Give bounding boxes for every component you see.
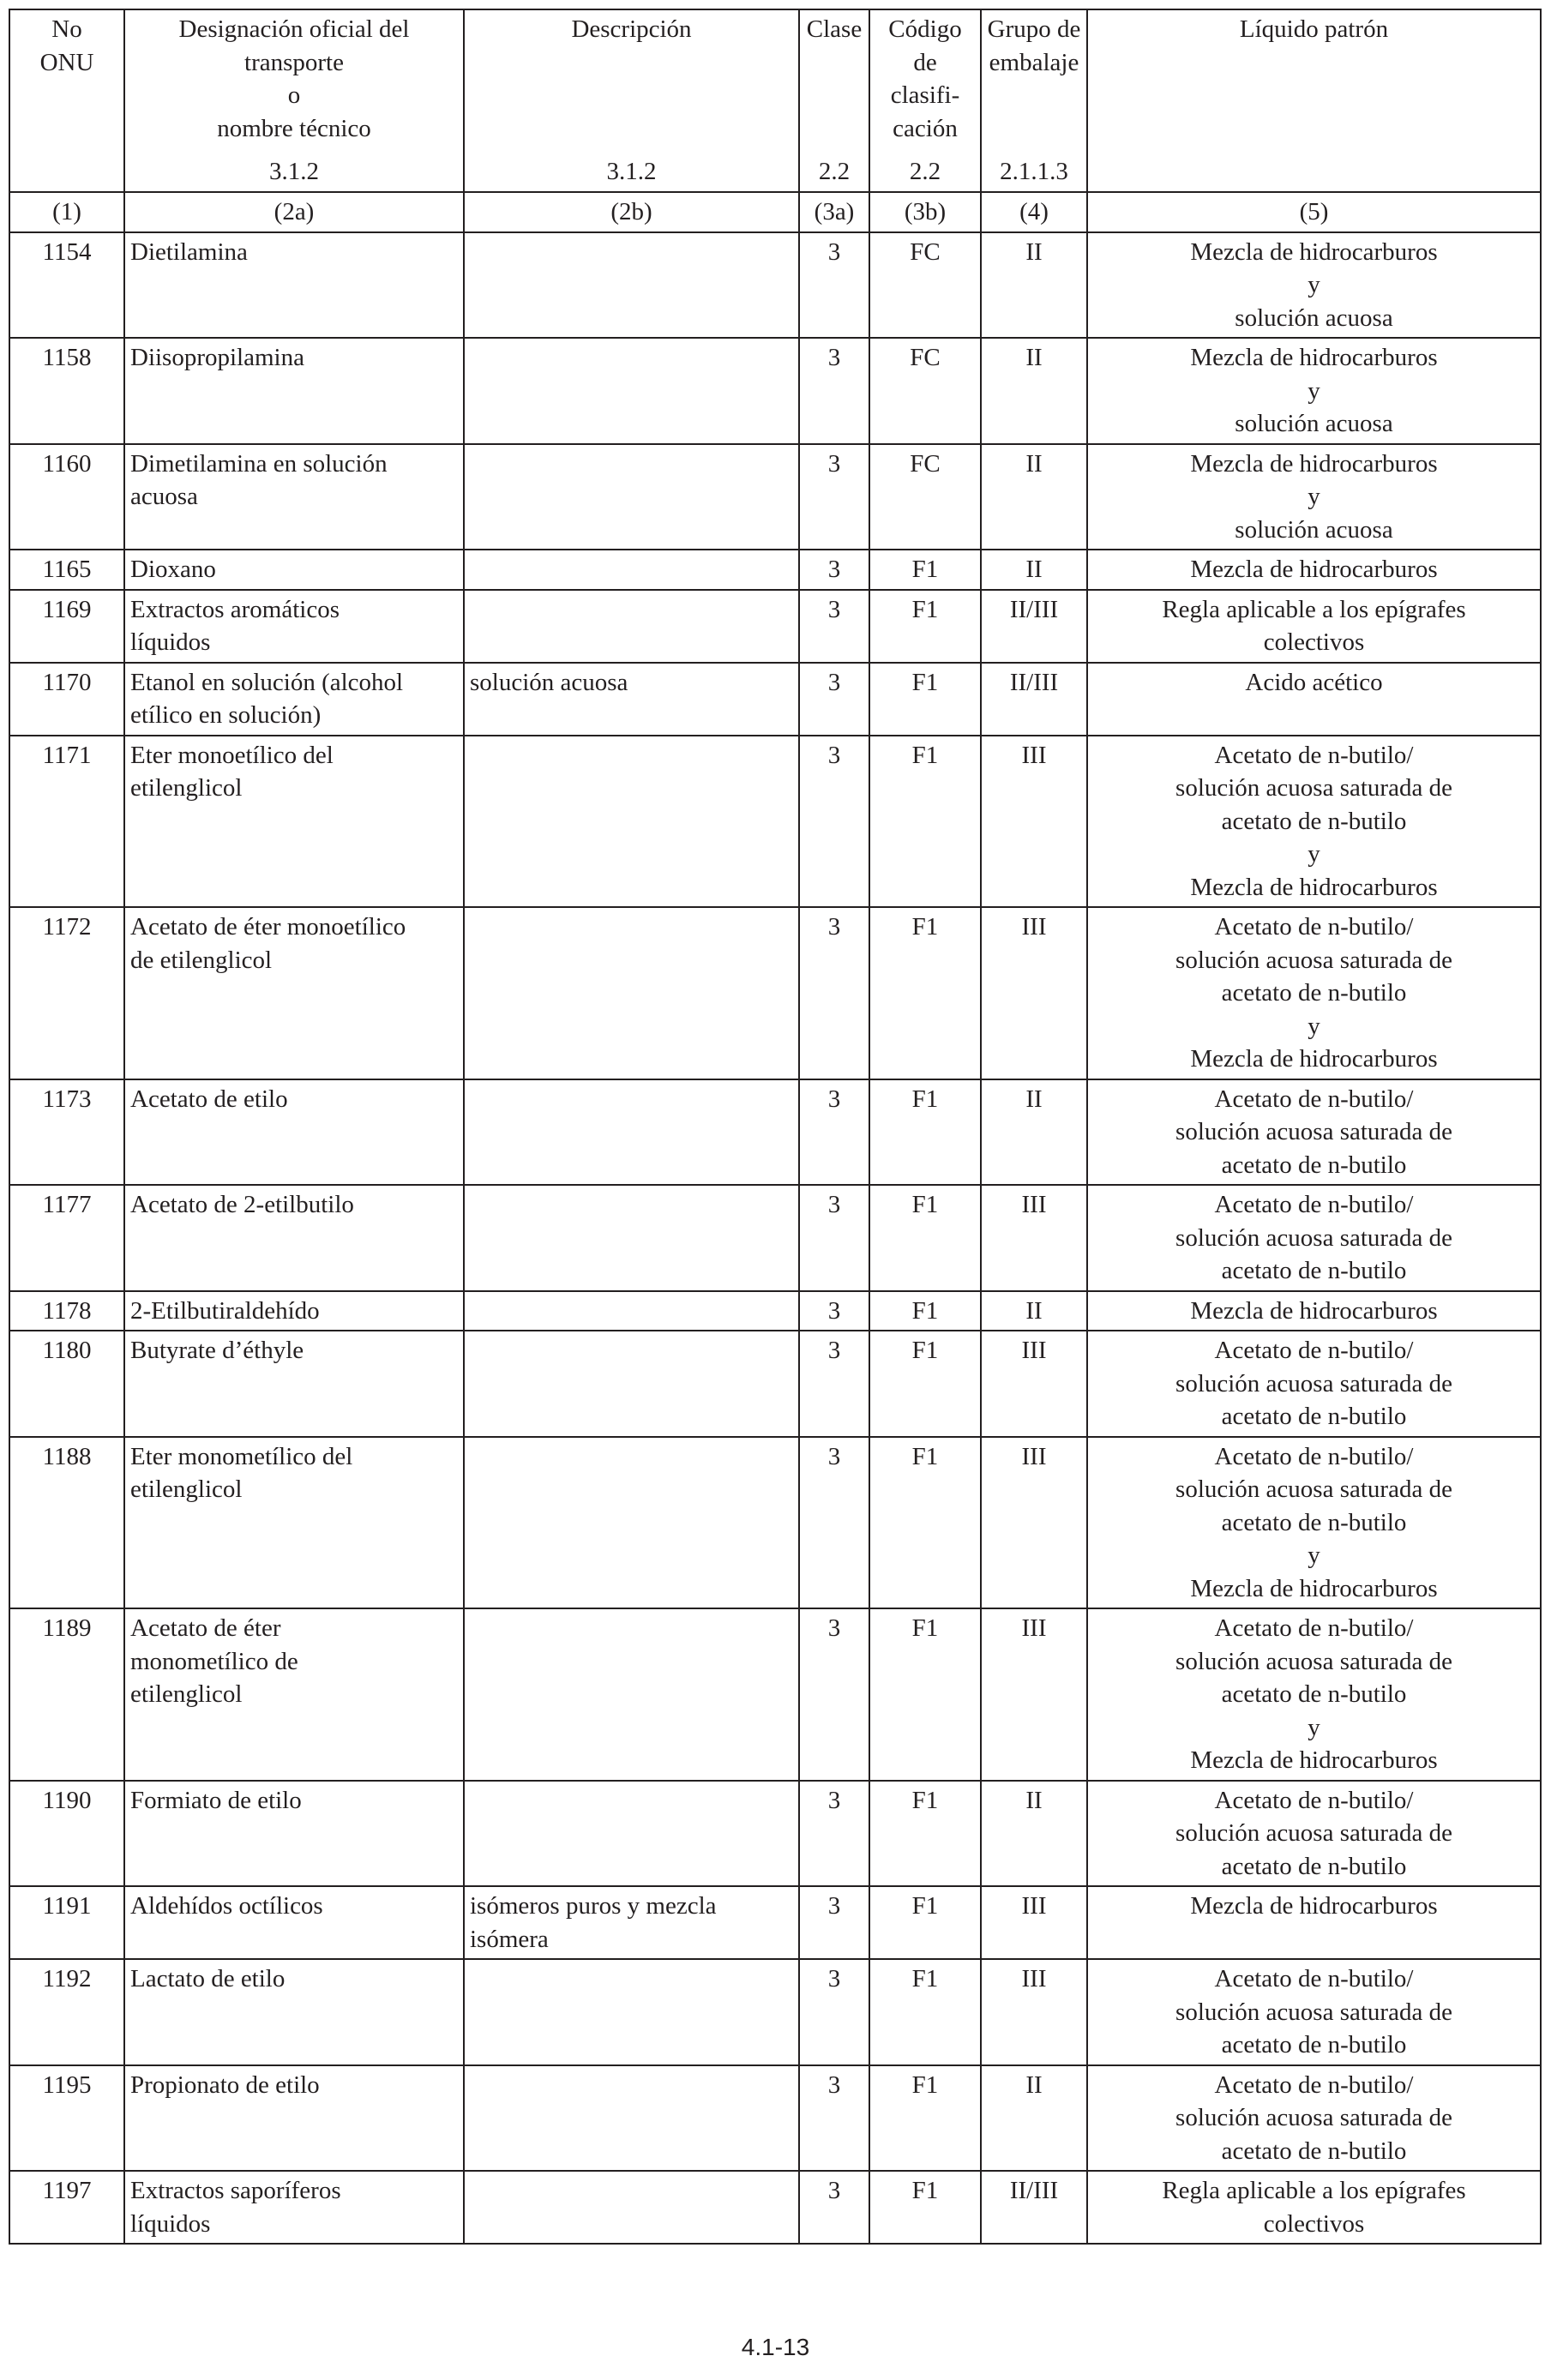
classification-code-cell: F1 bbox=[869, 1185, 981, 1291]
cell-line: solución acuosa bbox=[1235, 515, 1393, 544]
packing-group-cell: III bbox=[981, 1886, 1087, 1959]
designation-cell bbox=[124, 232, 464, 339]
un-number-cell: 1172 bbox=[9, 907, 124, 1079]
column-header-title bbox=[805, 13, 863, 46]
table-row bbox=[9, 736, 1541, 908]
description-cell bbox=[464, 590, 799, 663]
class-cell: 3 bbox=[799, 590, 869, 663]
packing-group-cell: III bbox=[981, 1331, 1087, 1437]
packing-group-cell: III bbox=[981, 1185, 1087, 1291]
column-header-title bbox=[470, 13, 793, 46]
cell-line: Mezcla de hidrocarburos bbox=[1190, 1045, 1438, 1073]
description-cell bbox=[464, 736, 799, 908]
cell-line: solución acuosa saturada de bbox=[1175, 1998, 1452, 2026]
header-number-row bbox=[9, 192, 1541, 232]
description-cell bbox=[464, 444, 799, 550]
cell-line: Acetato de n-butilo/ bbox=[1214, 1337, 1414, 1364]
standard-liquid-cell bbox=[1087, 1781, 1541, 1887]
cell-line: solución acuosa saturada de bbox=[1175, 774, 1452, 802]
cell-line: Butyrate d’éthyle bbox=[130, 1337, 304, 1364]
standard-liquid-cell bbox=[1087, 550, 1541, 590]
class-cell: 3 bbox=[799, 1781, 869, 1887]
cell-line: acetato de n-butilo bbox=[1221, 1151, 1407, 1179]
column-header bbox=[1087, 9, 1541, 192]
cell-line: Acetato de n-butilo/ bbox=[1214, 1786, 1414, 1814]
column-header-reference: 2.2 bbox=[818, 157, 851, 185]
classification-code-cell: F1 bbox=[869, 2171, 981, 2244]
cell-line: Eter monoetílico del bbox=[130, 741, 334, 769]
cell-line: Dimetilamina en solución bbox=[130, 449, 388, 478]
description-cell bbox=[464, 907, 799, 1079]
cell-line: Acetato de n-butilo/ bbox=[1214, 1442, 1414, 1470]
cell-line: Formiato de etilo bbox=[130, 1786, 302, 1814]
cell-line: líquidos bbox=[130, 2209, 211, 2238]
table-row bbox=[9, 232, 1541, 339]
class-cell: 3 bbox=[799, 1185, 869, 1291]
cell-line: Aldehídos octílicos bbox=[130, 1892, 323, 1920]
class-cell: 3 bbox=[799, 663, 869, 736]
standard-liquid-cell bbox=[1087, 338, 1541, 444]
table-row bbox=[9, 1886, 1541, 1959]
classification-code-cell: F1 bbox=[869, 1886, 981, 1959]
table-row bbox=[9, 2065, 1541, 2172]
standard-liquid-cell bbox=[1087, 1331, 1541, 1437]
column-header-line: Descripción bbox=[571, 15, 692, 43]
header-title-row bbox=[9, 9, 1541, 192]
packing-group-cell: III bbox=[981, 907, 1087, 1079]
class-cell: 3 bbox=[799, 1079, 869, 1186]
designation-cell bbox=[124, 1959, 464, 2065]
table-row bbox=[9, 1079, 1541, 1186]
designation-cell bbox=[124, 1781, 464, 1887]
cell-line: y bbox=[1308, 376, 1320, 405]
packing-group-cell: III bbox=[981, 1959, 1087, 2065]
column-header-line: Código bbox=[888, 15, 962, 43]
un-number-cell: 1165 bbox=[9, 550, 124, 590]
standard-liquid-cell bbox=[1087, 663, 1541, 736]
standard-liquid-cell bbox=[1087, 1959, 1541, 2065]
classification-code-cell: FC bbox=[869, 444, 981, 550]
cell-line: Acetato de etilo bbox=[130, 1085, 288, 1113]
column-header-reference: 2.1.1.3 bbox=[1000, 157, 1068, 185]
cell-line: Mezcla de hidrocarburos bbox=[1190, 1746, 1438, 1774]
column-header-line: clasifi- bbox=[890, 81, 960, 109]
designation-cell bbox=[124, 2065, 464, 2172]
packing-group-cell: III bbox=[981, 736, 1087, 908]
cell-line: Eter monometílico del bbox=[130, 1442, 353, 1470]
cell-line: Regla aplicable a los epígrafes bbox=[1162, 595, 1466, 623]
cell-line: solución acuosa saturada de bbox=[1175, 1223, 1452, 1252]
cell-line: solución acuosa bbox=[1235, 410, 1393, 437]
class-cell: 3 bbox=[799, 444, 869, 550]
cell-line: acetato de n-butilo bbox=[1221, 2137, 1407, 2165]
cell-line: 2-Etilbutiraldehído bbox=[130, 1296, 320, 1325]
cell-line: solución acuosa bbox=[470, 668, 628, 696]
cell-line: Regla aplicable a los epígrafes bbox=[1162, 2177, 1466, 2204]
column-header-line: embalaje bbox=[989, 48, 1079, 76]
cell-line: y bbox=[1308, 483, 1320, 510]
cell-line: Acetato de n-butilo/ bbox=[1214, 1191, 1414, 1218]
column-header-line: No bbox=[51, 15, 82, 43]
column-header-title bbox=[987, 13, 1081, 79]
packing-group-cell: III bbox=[981, 1437, 1087, 1609]
un-number-cell: 1158 bbox=[9, 338, 124, 444]
designation-cell bbox=[124, 1331, 464, 1437]
designation-cell bbox=[124, 2171, 464, 2244]
column-header-line: Clase bbox=[806, 15, 863, 43]
cell-line: de etilenglicol bbox=[130, 946, 273, 974]
column-header bbox=[981, 9, 1087, 192]
column-header-line: Grupo de bbox=[987, 15, 1081, 43]
standard-liquid-cell bbox=[1087, 736, 1541, 908]
un-number-cell: 1178 bbox=[9, 1291, 124, 1331]
cell-line: solución acuosa saturada de bbox=[1175, 946, 1452, 974]
cell-line: acetato de n-butilo bbox=[1221, 2031, 1407, 2058]
substances-table bbox=[9, 9, 1542, 2245]
column-header-line: Líquido patrón bbox=[1239, 15, 1389, 43]
column-header bbox=[799, 9, 869, 192]
designation-cell bbox=[124, 1886, 464, 1959]
un-number-cell: 1189 bbox=[9, 1608, 124, 1781]
un-number-cell: 1190 bbox=[9, 1781, 124, 1887]
packing-group-cell: II/III bbox=[981, 663, 1087, 736]
description-cell bbox=[464, 1781, 799, 1887]
description-cell bbox=[464, 550, 799, 590]
designation-cell bbox=[124, 1079, 464, 1186]
column-header-reference: 3.1.2 bbox=[606, 157, 657, 185]
class-cell: 3 bbox=[799, 550, 869, 590]
table-row bbox=[9, 907, 1541, 1079]
cell-line: acetato de n-butilo bbox=[1221, 1403, 1407, 1430]
packing-group-cell: II bbox=[981, 338, 1087, 444]
cell-line: acuosa bbox=[130, 483, 198, 510]
cell-line: y bbox=[1308, 1542, 1320, 1569]
table-row bbox=[9, 1608, 1541, 1781]
column-header-line: ONU bbox=[39, 48, 94, 76]
column-header bbox=[869, 9, 981, 192]
classification-code-cell: F1 bbox=[869, 550, 981, 590]
cell-line: Acetato de éter monoetílico bbox=[130, 913, 406, 941]
un-number-cell: 1188 bbox=[9, 1437, 124, 1609]
cell-line: solución acuosa saturada de bbox=[1175, 2104, 1452, 2131]
packing-group-cell: II bbox=[981, 232, 1087, 339]
standard-liquid-cell bbox=[1087, 1886, 1541, 1959]
standard-liquid-cell bbox=[1087, 907, 1541, 1079]
classification-code-cell: F1 bbox=[869, 1781, 981, 1887]
cell-line: Mezcla de hidrocarburos bbox=[1190, 237, 1438, 266]
cell-line: acetato de n-butilo bbox=[1221, 1508, 1407, 1536]
table-row bbox=[9, 550, 1541, 590]
cell-line: acetato de n-butilo bbox=[1221, 1680, 1407, 1708]
column-number: (1) bbox=[9, 192, 124, 232]
table-row bbox=[9, 444, 1541, 550]
cell-line: Acetato de n-butilo/ bbox=[1214, 1614, 1414, 1642]
class-cell: 3 bbox=[799, 1437, 869, 1609]
column-header-title bbox=[15, 13, 118, 79]
column-header bbox=[9, 9, 124, 192]
column-header-line: Designación oficial del bbox=[178, 15, 410, 43]
cell-line: Acetato de 2-etilbutilo bbox=[130, 1191, 354, 1218]
designation-cell bbox=[124, 1608, 464, 1781]
page-number: 4.1-13 bbox=[741, 2334, 810, 2360]
classification-code-cell: F1 bbox=[869, 590, 981, 663]
packing-group-cell: II bbox=[981, 444, 1087, 550]
cell-line: acetato de n-butilo bbox=[1221, 979, 1407, 1007]
class-cell: 3 bbox=[799, 1291, 869, 1331]
un-number-cell: 1177 bbox=[9, 1185, 124, 1291]
cell-line: colectivos bbox=[1263, 628, 1365, 656]
cell-line: Dietilamina bbox=[130, 237, 248, 266]
cell-line: isómeros puros y mezcla bbox=[470, 1892, 717, 1920]
packing-group-cell: III bbox=[981, 1608, 1087, 1781]
un-number-cell: 1154 bbox=[9, 232, 124, 339]
un-number-cell: 1180 bbox=[9, 1331, 124, 1437]
packing-group-cell: II bbox=[981, 550, 1087, 590]
classification-code-cell: F1 bbox=[869, 1291, 981, 1331]
cell-line: colectivos bbox=[1263, 2209, 1365, 2238]
cell-line: Acetato de éter bbox=[130, 1614, 281, 1642]
designation-cell bbox=[124, 1437, 464, 1609]
cell-line: acetato de n-butilo bbox=[1221, 807, 1407, 835]
column-number: (3b) bbox=[869, 192, 981, 232]
cell-line: acetato de n-butilo bbox=[1221, 1852, 1407, 1880]
cell-line: solución acuosa bbox=[1235, 304, 1393, 332]
standard-liquid-cell bbox=[1087, 1291, 1541, 1331]
column-header-line: de bbox=[913, 48, 937, 76]
standard-liquid-cell bbox=[1087, 1079, 1541, 1186]
cell-line: Mezcla de hidrocarburos bbox=[1190, 1296, 1438, 1325]
table-row bbox=[9, 1781, 1541, 1887]
description-cell bbox=[464, 2171, 799, 2244]
description-cell bbox=[464, 1437, 799, 1609]
column-number: (5) bbox=[1087, 192, 1541, 232]
table-body bbox=[9, 232, 1541, 2245]
cell-line: etilenglicol bbox=[130, 1680, 243, 1708]
description-cell bbox=[464, 663, 799, 736]
class-cell: 3 bbox=[799, 338, 869, 444]
class-cell: 3 bbox=[799, 1608, 869, 1781]
cell-line: Acetato de n-butilo/ bbox=[1214, 1965, 1414, 1992]
cell-line: Lactato de etilo bbox=[130, 1965, 286, 1992]
cell-line: Propionato de etilo bbox=[130, 2070, 320, 2099]
standard-liquid-cell bbox=[1087, 444, 1541, 550]
class-cell: 3 bbox=[799, 1331, 869, 1437]
description-cell bbox=[464, 1079, 799, 1186]
standard-liquid-cell bbox=[1087, 590, 1541, 663]
column-header-line: nombre técnico bbox=[217, 114, 371, 142]
cell-line: Mezcla de hidrocarburos bbox=[1190, 449, 1438, 478]
un-number-cell: 1169 bbox=[9, 590, 124, 663]
designation-cell bbox=[124, 1185, 464, 1291]
cell-line: y bbox=[1308, 840, 1320, 868]
cell-line: Mezcla de hidrocarburos bbox=[1190, 344, 1438, 371]
classification-code-cell: F1 bbox=[869, 1437, 981, 1609]
table-row bbox=[9, 663, 1541, 736]
table-row bbox=[9, 590, 1541, 663]
un-number-cell: 1160 bbox=[9, 444, 124, 550]
cell-line: Mezcla de hidrocarburos bbox=[1190, 1892, 1438, 1920]
cell-line: solución acuosa saturada de bbox=[1175, 1118, 1452, 1145]
column-header-line: transporte bbox=[244, 48, 344, 76]
class-cell: 3 bbox=[799, 736, 869, 908]
table-row bbox=[9, 1959, 1541, 2065]
column-header-title bbox=[130, 13, 458, 145]
designation-cell bbox=[124, 736, 464, 908]
table-row bbox=[9, 338, 1541, 444]
cell-line: solución acuosa saturada de bbox=[1175, 1647, 1452, 1675]
class-cell: 3 bbox=[799, 1886, 869, 1959]
designation-cell bbox=[124, 663, 464, 736]
cell-line: Dioxano bbox=[130, 556, 216, 583]
cell-line: Mezcla de hidrocarburos bbox=[1190, 556, 1438, 583]
table-row bbox=[9, 1185, 1541, 1291]
classification-code-cell: FC bbox=[869, 232, 981, 339]
classification-code-cell: F1 bbox=[869, 1079, 981, 1186]
standard-liquid-cell bbox=[1087, 1608, 1541, 1781]
description-cell bbox=[464, 1291, 799, 1331]
column-number: (4) bbox=[981, 192, 1087, 232]
cell-line: Extractos aromáticos bbox=[130, 595, 340, 623]
standard-liquid-cell bbox=[1087, 2171, 1541, 2244]
classification-code-cell: F1 bbox=[869, 907, 981, 1079]
cell-line: Acetato de n-butilo/ bbox=[1214, 913, 1414, 941]
classification-code-cell: F1 bbox=[869, 663, 981, 736]
table-row bbox=[9, 1331, 1541, 1437]
packing-group-cell: II/III bbox=[981, 590, 1087, 663]
designation-cell bbox=[124, 1291, 464, 1331]
designation-cell bbox=[124, 590, 464, 663]
column-header-title bbox=[875, 13, 975, 145]
column-number: (2a) bbox=[124, 192, 464, 232]
column-header-title bbox=[1093, 13, 1535, 46]
standard-liquid-cell bbox=[1087, 1437, 1541, 1609]
column-number: (3a) bbox=[799, 192, 869, 232]
column-header-reference: 3.1.2 bbox=[269, 157, 319, 185]
designation-cell bbox=[124, 550, 464, 590]
class-cell: 3 bbox=[799, 1959, 869, 2065]
cell-line: etílico en solución) bbox=[130, 701, 322, 729]
un-number-cell: 1192 bbox=[9, 1959, 124, 2065]
description-cell bbox=[464, 1886, 799, 1959]
description-cell bbox=[464, 1959, 799, 2065]
class-cell: 3 bbox=[799, 907, 869, 1079]
cell-line: solución acuosa saturada de bbox=[1175, 1369, 1452, 1397]
column-number: (2b) bbox=[464, 192, 799, 232]
cell-line: acetato de n-butilo bbox=[1221, 1257, 1407, 1284]
classification-code-cell: F1 bbox=[869, 736, 981, 908]
column-header-line: o bbox=[287, 81, 301, 109]
table-row bbox=[9, 2171, 1541, 2244]
table-row bbox=[9, 1291, 1541, 1331]
packing-group-cell: II bbox=[981, 1781, 1087, 1887]
column-header bbox=[464, 9, 799, 192]
description-cell bbox=[464, 2065, 799, 2172]
cell-line: Acetato de n-butilo/ bbox=[1214, 2070, 1414, 2099]
packing-group-cell: II bbox=[981, 1291, 1087, 1331]
un-number-cell: 1173 bbox=[9, 1079, 124, 1186]
packing-group-cell: II bbox=[981, 2065, 1087, 2172]
designation-cell bbox=[124, 907, 464, 1079]
column-header-reference: 2.2 bbox=[909, 157, 941, 185]
classification-code-cell: FC bbox=[869, 338, 981, 444]
class-cell: 3 bbox=[799, 232, 869, 339]
cell-line: Diisopropilamina bbox=[130, 344, 304, 371]
cell-line: etilenglicol bbox=[130, 1475, 243, 1503]
un-number-cell: 1197 bbox=[9, 2171, 124, 2244]
cell-line: isómera bbox=[470, 1925, 549, 1953]
cell-line: monometílico de bbox=[130, 1647, 298, 1675]
cell-line: etilenglicol bbox=[130, 774, 243, 802]
classification-code-cell: F1 bbox=[869, 1608, 981, 1781]
description-cell bbox=[464, 1608, 799, 1781]
description-cell bbox=[464, 1331, 799, 1437]
un-number-cell: 1191 bbox=[9, 1886, 124, 1959]
classification-code-cell: F1 bbox=[869, 2065, 981, 2172]
standard-liquid-cell bbox=[1087, 2065, 1541, 2172]
table-row bbox=[9, 1437, 1541, 1609]
cell-line: solución acuosa saturada de bbox=[1175, 1819, 1452, 1847]
cell-line: Acido acético bbox=[1245, 668, 1383, 696]
cell-line: Etanol en solución (alcohol bbox=[130, 668, 404, 696]
classification-code-cell: F1 bbox=[869, 1331, 981, 1437]
un-number-cell: 1171 bbox=[9, 736, 124, 908]
cell-line: Acetato de n-butilo/ bbox=[1214, 1085, 1414, 1113]
cell-line: y bbox=[1308, 271, 1320, 298]
cell-line: Mezcla de hidrocarburos bbox=[1190, 873, 1438, 901]
cell-line: Extractos saporíferos bbox=[130, 2177, 341, 2204]
cell-line: y bbox=[1308, 1012, 1320, 1040]
class-cell: 3 bbox=[799, 2171, 869, 2244]
description-cell bbox=[464, 1185, 799, 1291]
column-header bbox=[124, 9, 464, 192]
cell-line: solución acuosa saturada de bbox=[1175, 1475, 1452, 1503]
designation-cell bbox=[124, 338, 464, 444]
description-cell bbox=[464, 232, 799, 339]
standard-liquid-cell bbox=[1087, 232, 1541, 339]
cell-line: Acetato de n-butilo/ bbox=[1214, 741, 1414, 769]
description-cell bbox=[464, 338, 799, 444]
column-header-line: cación bbox=[893, 114, 958, 142]
classification-code-cell: F1 bbox=[869, 1959, 981, 2065]
standard-liquid-cell bbox=[1087, 1185, 1541, 1291]
designation-cell bbox=[124, 444, 464, 550]
packing-group-cell: II bbox=[981, 1079, 1087, 1186]
packing-group-cell: II/III bbox=[981, 2171, 1087, 2244]
class-cell: 3 bbox=[799, 2065, 869, 2172]
un-number-cell: 1195 bbox=[9, 2065, 124, 2172]
cell-line: líquidos bbox=[130, 628, 211, 656]
un-number-cell: 1170 bbox=[9, 663, 124, 736]
cell-line: y bbox=[1308, 1713, 1320, 1741]
cell-line: Mezcla de hidrocarburos bbox=[1190, 1574, 1438, 1602]
